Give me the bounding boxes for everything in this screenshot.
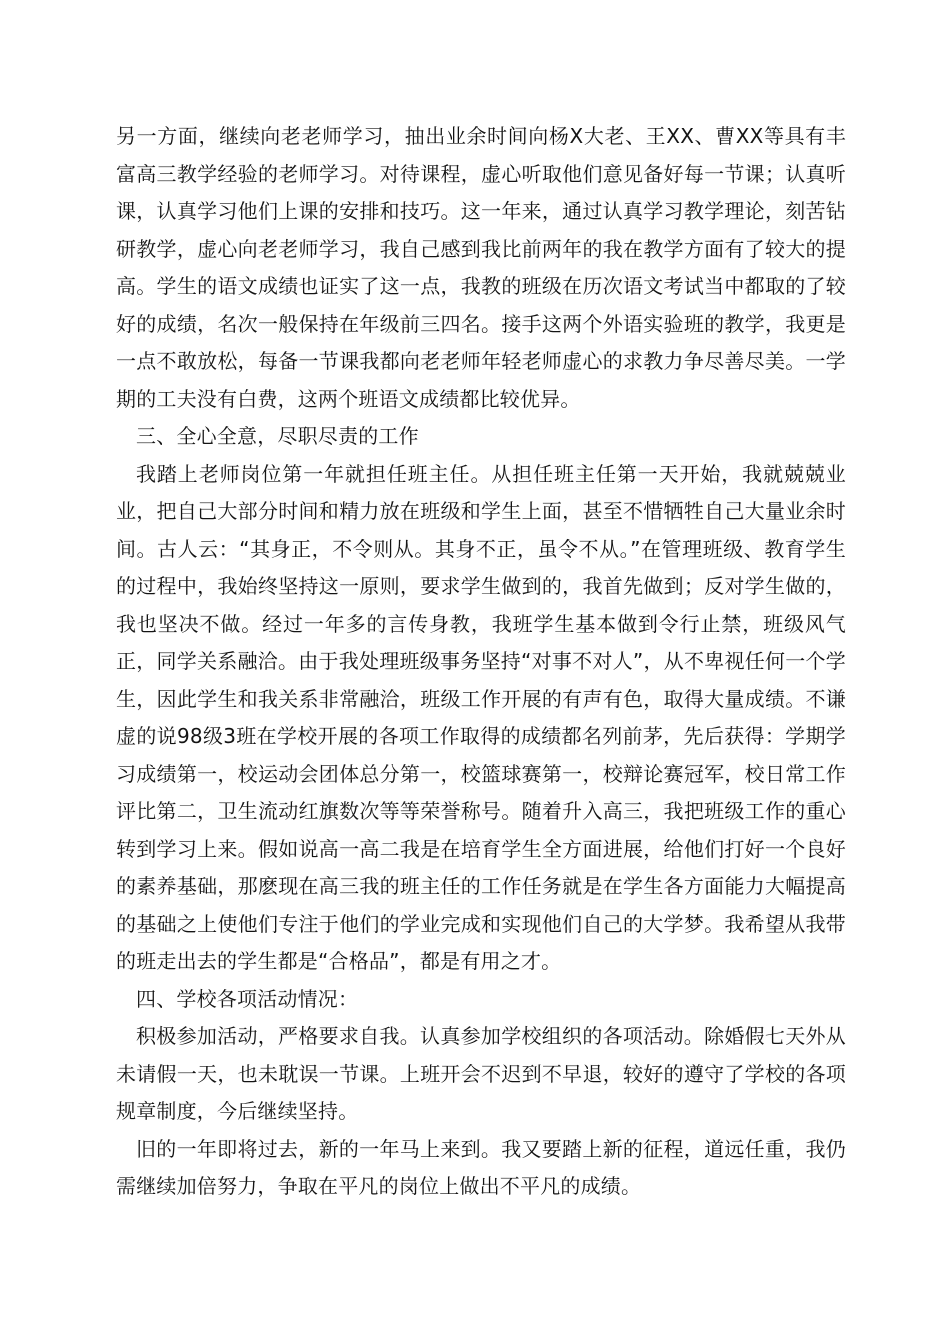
section-heading-3: 三、全心全意，尽职尽责的工作 [136,424,419,448]
document-body [116,118,846,1206]
paragraph-class-teacher-work: 我踏上老师岗位第一年就担任班主任。从担任班主任第一天开始，我就兢兢业业，把自己大部分时间和精力放在班级和学生上面，甚至不惜牺牲自己大量业余时间。古人云：“其身正，不令则从。其身不正，虽令不从。”在管理班级、教育学生的过程中，我始终坚持这一原则，要求学生做到的，我首先做到；反对学生做的，我也坚决不做。经过一年多的言传身教，我班学生基本做到令行止禁，班级风气正，同学关系融洽。由于我处理班级事务坚持“对事不对人”，从不卑视任何一个学生，因此学生和我关系非常融洽，班级工作开展的有声有色，取得大量成绩。不谦虚的说98级3班在学校开展的各项工作取得的成绩都名列前茅，先后获得：学期学习成绩第一，校运动会团体总分第一，校篮球赛第一，校辩论赛冠军，校日常工作评比第二，卫生流动红旗数次等等荣誉称号。随着升入高三，我把班级工作的重心转到学习上来。假如说高一高二我是在培育学生全方面进展，给他们打好一个良好的素养基础，那麽现在高三我的班主任的工作任务就是在学生各方面能力大幅提高的基础之上使他们专注于他们的学业完成和实现他们自己的大学梦。我希望从我带的班走出去的学生都是“合格品”，都是有用之才。 [116,461,846,973]
paragraph-learning-from-senior-teachers: 另一方面，继续向老老师学习，抽出业余时间向杨X大老、王XX、曹XX等具有丰富高三教学经验的老师学习。对待课程，虚心听取他们意见备好每一节课；认真听课，认真学习他们上课的安排和技巧。这一年来，通过认真学习教学理论，刻苦钻研教学，虚心向老老师学习，我自己感到我比前两年的我在教学方面有了较大的提高。学生的语文成绩也证实了这一点，我教的班级在历次语文考试当中都取的了较好的成绩，名次一般保持在年级前三四名。接手这两个外语实验班的教学，我更是一点不敢放松，每备一节课我都向老老师年轻老师虚心的求教力争尽善尽美。一学期的工夫没有白费，这两个班语文成绩都比较优异。 [116,124,846,411]
paragraph-school-activities: 积极参加活动，严格要求自我。认真参加学校组织的各项活动。除婚假七天外从未请假一天，也未耽误一节课。上班开会不迟到不早退，较好的遵守了学校的各项规章制度，今后继续坚持。 [116,1024,846,1123]
paragraph-conclusion: 旧的一年即将过去，新的一年马上来到。我又要踏上新的征程，道远任重，我仍需继续加倍努力，争取在平凡的岗位上做出不平凡的成绩。 [116,1136,846,1198]
section-heading-4: 四、学校各项活动情况： [136,986,359,1011]
